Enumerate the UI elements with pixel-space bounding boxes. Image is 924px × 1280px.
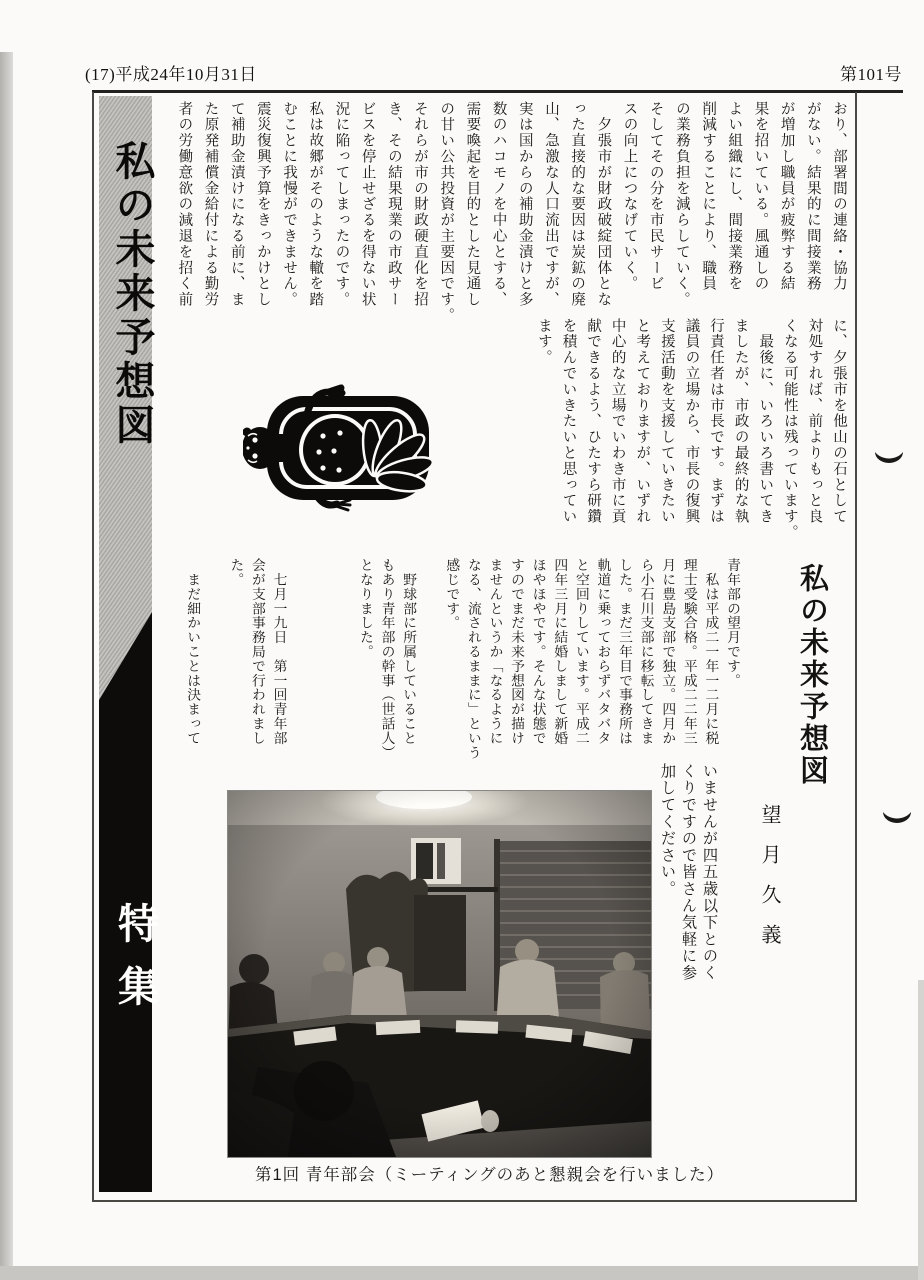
text-column: 削減することにより、職員 (700, 101, 717, 292)
text-column: した。まだ三年目で事務所は (617, 558, 633, 746)
text-column: 議員の立場から、市長の復興 (683, 318, 700, 525)
text-column: そしてその分を市民サービ (647, 101, 664, 292)
text-column: 野球部に所属していること (401, 558, 417, 746)
text-column (289, 558, 311, 756)
text-column: なる、流されるままに」という (465, 558, 481, 760)
text-column: となりました。 (357, 558, 373, 659)
text-column: 支援活動を支援していきたい (658, 318, 675, 525)
text-column: 数のハコモノを中心とする、 (490, 101, 507, 308)
text-column: よい組織にし、間接業務を (726, 101, 743, 292)
text-column: が増加し職員が疲弊する結 (778, 101, 795, 292)
text-column: ら小石川支部に移転してきま (638, 558, 654, 746)
page-curl-mark (880, 808, 914, 826)
text-column: ほやほやです。そんな状態で (530, 558, 546, 746)
text-column: 感じです。 (444, 558, 460, 630)
text-column: もあり青年部の幹事（世話人） (379, 558, 395, 760)
header-date: (17)平成24年10月31日 (85, 65, 257, 84)
text-column: た。 (228, 558, 244, 587)
text-column: 会が支部事務局で行われまし (249, 558, 265, 746)
text-column: の甘い公共投資が主要因です。 (438, 101, 455, 324)
scan-edge-left (0, 52, 13, 1280)
text-column: 加してください。 (659, 763, 676, 898)
top-article-lower-dan (530, 318, 850, 540)
text-column: まだ細かいことは決まって (185, 558, 201, 746)
text-column: 夕張市が財政破綻団体とな (595, 101, 612, 308)
text-column: ませんというか「なるように (487, 558, 503, 746)
sleeping-baby-illustration (243, 362, 435, 512)
text-column: き、その結果現業の市政サー (385, 101, 402, 308)
text-column: スの向上につなげていく。 (621, 101, 638, 292)
text-column: 理士受験合格。平成二二年三 (681, 558, 697, 746)
text-column: 献できるよう、ひたすら研鑽 (585, 318, 602, 525)
text-column (418, 558, 440, 756)
text-column: と空回りしています。平成二 (573, 558, 589, 746)
text-column: すのでまだ未来予想図が描け (509, 558, 525, 746)
text-column: いませんが四五歳以下とのく (701, 763, 718, 982)
top-article-upper-dan (169, 101, 850, 324)
text-column (310, 558, 332, 756)
text-column: 山、急激な人口流出ですが、 (542, 101, 559, 308)
text-column: 最後に、いろいろ書いてき (757, 318, 774, 525)
frame-left (92, 92, 94, 1202)
text-column: った直接的な要因は炭鉱の廃 (569, 101, 586, 308)
frame-right (855, 92, 857, 1202)
text-column (332, 558, 354, 756)
text-column: 月に豊島支部で独立。四月か (660, 558, 676, 746)
text-column: 実は国からの補助金漬けと多 (516, 101, 533, 308)
article-heading: 私の未来予想図 (796, 563, 828, 787)
page-curl-mark (872, 448, 906, 466)
text-column: それらが市の財政硬直化を招 (412, 101, 428, 308)
text-column: に、夕張市を他山の石として (831, 318, 847, 525)
text-column: ビスを停止せざるを得ない状 (359, 101, 376, 308)
middle-article-upper-dan (181, 558, 742, 760)
text-column: 青年部の望月です。 (725, 558, 740, 688)
photo-caption: 第1回 青年部会（ミーティングのあと懇親会を行いました） (255, 1166, 725, 1184)
text-column: と考えておりますが、いずれ (634, 318, 651, 525)
text-column: 行責任者は市長です。まずは (708, 318, 725, 525)
text-column: 私は故郷がそのような轍を踏 (307, 101, 324, 308)
text-column: 私は平成二一年一二月に税 (703, 558, 719, 746)
text-column: 需要喚起を目的とした見通し (464, 101, 481, 308)
text-column: 四年三月に結婚しまして新婚 (552, 558, 568, 746)
scan-edge-bottom (0, 1266, 924, 1280)
text-column: 震災復興予算をきっかけとし (254, 101, 271, 308)
header-rule (92, 90, 903, 93)
text-column: くりですので皆さん気軽に参 (680, 763, 697, 982)
text-column: 果を招いている。風通しの (752, 101, 769, 292)
text-column (202, 558, 224, 756)
text-column: くなる可能性は残っています。 (781, 318, 798, 541)
text-column: 七月一九日 第一回青年部 (271, 558, 287, 746)
header-issue-number: 第101号 (840, 65, 902, 84)
text-column: むことに我慢ができません。 (281, 101, 298, 308)
text-column: がない。結果的に間接業務 (804, 101, 821, 292)
text-column: 者の労働意欲の減退を招く前 (176, 101, 193, 308)
text-column: 況に陥ってしまったのです。 (333, 101, 350, 308)
text-column: て補助金漬けになる前に、ま (228, 101, 245, 308)
dotted-belly (299, 414, 371, 486)
scan-edge-right (918, 980, 924, 1280)
text-column: た原発補償金給付による勤労 (202, 101, 219, 308)
text-column: 対処すれば、前よりもっと良 (806, 318, 823, 525)
middle-article-lower-dan (657, 763, 720, 989)
text-column: ます。 (535, 318, 552, 366)
text-column: 軌道に乗っておらずバタバタ (595, 558, 611, 746)
text-column: を積んでいきたいと思ってい (560, 318, 577, 525)
text-column: ましたが、市政の最終的な執 (732, 318, 749, 525)
sidebar-title: 私の未来予想図 (110, 140, 154, 448)
meeting-photo (228, 791, 651, 1157)
text-column: 中心的な立場でいわき市に貢 (609, 318, 626, 525)
frame-bottom (92, 1200, 857, 1202)
text-column: おり、部署間の連絡・協力 (831, 101, 847, 292)
sidebar-feature-label: 特集 (112, 902, 158, 1028)
article-author-name: 望月久義 (758, 804, 780, 964)
text-column: の業務負担を減らしていく。 (673, 101, 690, 308)
